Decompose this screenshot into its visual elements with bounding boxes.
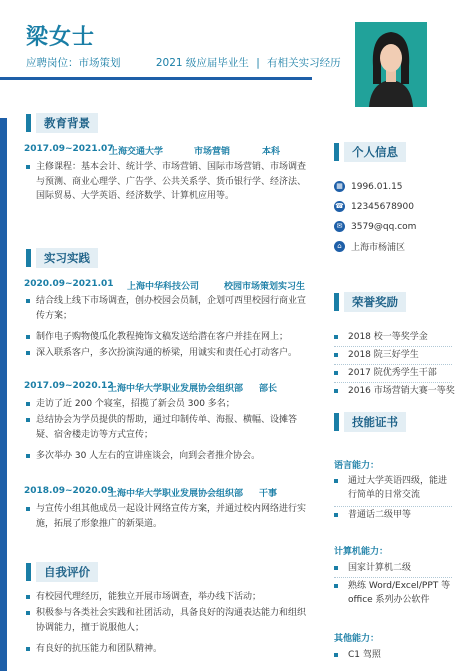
bullet-text: 制作电子购物傻瓜化教程掩饰文稿发送给潜在客户并挂在网上； <box>36 332 289 342</box>
list-item <box>26 590 309 605</box>
list-item <box>334 330 428 344</box>
section-self-eval <box>26 562 98 582</box>
graduate-text: 2021 级应届毕业生 <box>155 57 249 69</box>
bullet-text: 多次举办 30 人左右的宣讲座谈会，向到会者推介协会。 <box>36 451 261 461</box>
skill-group-label: 其他能力： <box>334 634 380 644</box>
list-item <box>26 413 309 442</box>
section-title: 实习实践 <box>36 248 98 268</box>
skill-text: 通过大学英语四级，能进行简单的日常交流 <box>348 476 448 500</box>
section-honors <box>334 292 406 312</box>
bullet-text: 与宣传小组其他成员一起设计网络宣传方案，并通过校内网络进行实施，拓展了形象推广的新渠道。 <box>36 504 307 529</box>
list-item <box>26 449 309 464</box>
calendar-icon: ▦ <box>334 181 345 192</box>
section-personal <box>334 142 406 162</box>
section-skills <box>334 412 406 432</box>
info-text: 12345678900 <box>351 201 414 212</box>
separator-text: | <box>256 57 260 69</box>
honor-text: 2018 院三好学生 <box>348 350 419 360</box>
bullet-text: 总结协会为学员提供的帮助，通过印制传单、海报、横幅、设摊答疑、宿舍楼走访等方式宣传； <box>36 415 298 440</box>
list-item <box>26 642 309 657</box>
bullet-text: 深入联系客户，多次扮演沟通的桥梁，用诚实和责任心打动客户。 <box>36 348 298 358</box>
divider <box>334 382 452 383</box>
list-item <box>26 330 309 345</box>
email-icon: ✉ <box>334 221 345 232</box>
divider <box>334 506 452 507</box>
edu-major: 市场营销 <box>194 147 231 157</box>
section-education <box>26 113 98 133</box>
honor-text: 2016 市场营销大赛一等奖 <box>348 386 455 396</box>
bullet-text: 结合线上线下市场调查，创办校园会员制，企划可西里校园行商业宣传方案； <box>36 296 307 321</box>
honor-text: 2018 校一等奖学金 <box>348 332 428 342</box>
practice-date: 2018.09~2020.09 <box>24 486 114 496</box>
edu-courses <box>26 160 309 204</box>
edu-date: 2017.09~2021.07 <box>24 144 114 154</box>
list-item <box>334 508 411 522</box>
info-address <box>334 240 405 253</box>
edu-degree: 本科 <box>262 147 281 157</box>
skill-text: 熟练 Word/Excel/PPT 等 office 系列办公软件 <box>348 581 451 605</box>
skill-text: C1 驾照 <box>348 650 381 660</box>
info-text: 1996.01.15 <box>351 181 403 192</box>
profile-photo <box>355 22 427 107</box>
list-item <box>26 502 309 531</box>
practice-date: 2017.09~2020.12 <box>24 381 114 391</box>
practice-org: 上海中华大学职业发展协会组织部 <box>108 384 244 394</box>
honor-text: 2017 院优秀学生干部 <box>348 368 437 378</box>
list-item <box>334 384 455 398</box>
bullet-text: 有校园代理经历，能独立开展市场调查，举办线下活动； <box>36 592 262 602</box>
practice-role: 校园市场策划实习生 <box>224 282 306 292</box>
section-title: 教育背景 <box>36 113 98 133</box>
section-practice <box>26 248 98 268</box>
list-item <box>26 397 309 412</box>
info-birthday <box>334 181 403 192</box>
practice-org: 上海中华科技公司 <box>127 282 200 292</box>
info-text: 上海市杨浦区 <box>351 243 406 253</box>
practice-role: 部长 <box>259 384 278 394</box>
divider <box>334 577 452 578</box>
bullet-text: 走访了近 200 个寝室，招揽了新会员 300 多名； <box>36 399 235 409</box>
skill-group-label: 语言能力： <box>334 461 380 471</box>
experience-text: 有相关实习经历 <box>267 57 341 69</box>
practice-role: 干事 <box>259 489 278 499</box>
skill-text: 普通话二级甲等 <box>348 510 412 520</box>
info-phone <box>334 201 414 212</box>
skill-group-label: 计算机能力： <box>334 547 389 557</box>
edu-school: 上海交通大学 <box>109 147 164 157</box>
divider <box>334 364 452 365</box>
header-underline <box>0 77 312 80</box>
list-item <box>334 561 411 575</box>
info-email <box>334 221 416 232</box>
phone-icon: ☎ <box>335 202 344 210</box>
position-text: 应聘岗位：市场策划 <box>26 57 121 69</box>
section-title: 个人信息 <box>344 142 406 162</box>
section-title: 技能证书 <box>344 412 406 432</box>
divider <box>334 346 452 347</box>
section-title: 荣誉奖励 <box>344 292 406 312</box>
header-subline <box>26 55 345 70</box>
list-item <box>26 294 309 323</box>
edu-courses-text: 主修课程：基本会计、统计学、市场营销、国际市场营销、市场调查与预测、商业心理学、广告学、公共关系学、货币银行学、经济法、国际贸易、大学英语、经济数学、计算机应用等。 <box>36 162 307 201</box>
list-item <box>334 474 452 502</box>
bullet-text: 积极参与各类社会实践和社团活动，具备良好的沟通表达能力和组织协调能力，擅于说服他人； <box>36 608 307 633</box>
home-icon: ⌂ <box>334 241 345 252</box>
list-item <box>26 606 309 635</box>
practice-org: 上海中华大学职业发展协会组织部 <box>108 489 244 499</box>
list-item <box>334 579 452 607</box>
bullet-text: 有良好的抗压能力和团队精神。 <box>36 644 163 654</box>
skill-text: 国家计算机二级 <box>348 563 412 573</box>
section-title: 自我评价 <box>36 562 98 582</box>
candidate-name: 梁女士 <box>26 25 96 50</box>
list-item <box>26 346 309 361</box>
info-text: 3579@qq.com <box>351 221 417 232</box>
list-item <box>334 366 437 380</box>
practice-date: 2020.09~2021.01 <box>24 279 114 289</box>
list-item <box>334 348 419 362</box>
list-item <box>334 648 381 662</box>
left-accent-bar <box>0 118 7 671</box>
